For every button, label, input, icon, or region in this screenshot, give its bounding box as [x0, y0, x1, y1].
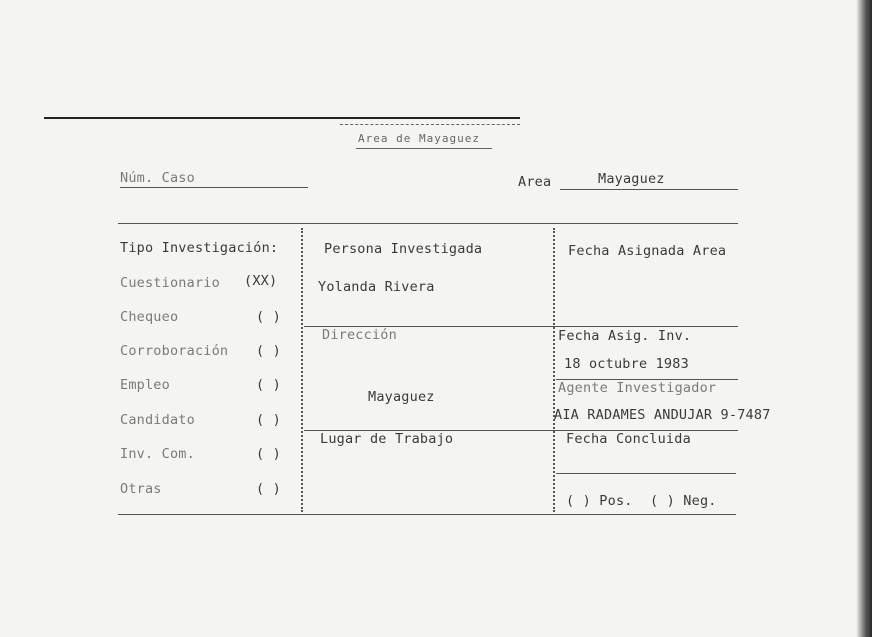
form-top-rule: [118, 223, 738, 224]
fecha-asig-inv-value: 18 octubre 1983: [564, 356, 689, 372]
tipo-investigacion-heading: Tipo Investigación:: [120, 240, 279, 256]
tipo-inv-com-label: Inv. Com.: [120, 446, 195, 462]
tipo-cuestionario-label: Cuestionario: [120, 275, 220, 291]
fecha-asignada-area-label: Fecha Asignada Area: [568, 243, 727, 259]
tipo-candidato-label: Candidato: [120, 412, 195, 428]
fecha-concluida-label: Fecha Concluida: [566, 431, 691, 447]
direccion-label: Dirección: [322, 327, 397, 343]
tipo-candidato-checkbox[interactable]: ( ): [256, 412, 281, 428]
header-title-redacted: [340, 124, 520, 125]
fecha-concluida-field-line[interactable]: [556, 473, 736, 474]
num-caso-label: Núm. Caso: [120, 170, 195, 186]
area-value: Mayaguez: [598, 171, 665, 187]
tipo-empleo-label: Empleo: [120, 377, 170, 393]
resultado-pos-checkbox[interactable]: ( ) Pos.: [566, 493, 633, 509]
area-field-line: [560, 189, 738, 190]
persona-investigada-label: Persona Investigada: [324, 241, 483, 257]
tipo-chequeo-checkbox[interactable]: ( ): [256, 309, 281, 325]
tipo-corroboracion-label: Corroboración: [120, 343, 229, 359]
column-divider-1: [301, 228, 303, 512]
direccion-value: Mayaguez: [368, 389, 435, 405]
column-divider-2: [553, 228, 555, 512]
tipo-corroboracion-checkbox[interactable]: ( ): [256, 343, 281, 359]
persona-investigada-value: Yolanda Rivera: [318, 279, 435, 295]
tipo-cuestionario-checkbox[interactable]: (XX): [244, 273, 278, 289]
num-caso-field-line[interactable]: [120, 187, 308, 188]
page-edge-shadow: [856, 0, 872, 637]
tipo-chequeo-label: Chequeo: [120, 309, 179, 325]
header-subtitle: Area de Mayaguez: [358, 132, 480, 145]
header-rule: [44, 117, 520, 119]
form-bottom-rule: [118, 514, 736, 515]
area-label: Area: [518, 174, 552, 190]
tipo-empleo-checkbox[interactable]: ( ): [256, 377, 281, 393]
header-subtitle-underline: [356, 148, 492, 149]
lugar-trabajo-label: Lugar de Trabajo: [320, 431, 454, 447]
agente-investigador-label: Agente Investigador: [558, 380, 717, 396]
tipo-inv-com-checkbox[interactable]: ( ): [256, 446, 281, 462]
agente-investigador-value: AIA RADAMES ANDUJAR 9-7487: [554, 407, 771, 423]
fecha-asig-inv-label: Fecha Asig. Inv.: [558, 328, 692, 344]
resultado-neg-checkbox[interactable]: ( ) Neg.: [650, 493, 717, 509]
tipo-otras-label: Otras: [120, 481, 162, 497]
tipo-otras-checkbox[interactable]: ( ): [256, 481, 281, 497]
